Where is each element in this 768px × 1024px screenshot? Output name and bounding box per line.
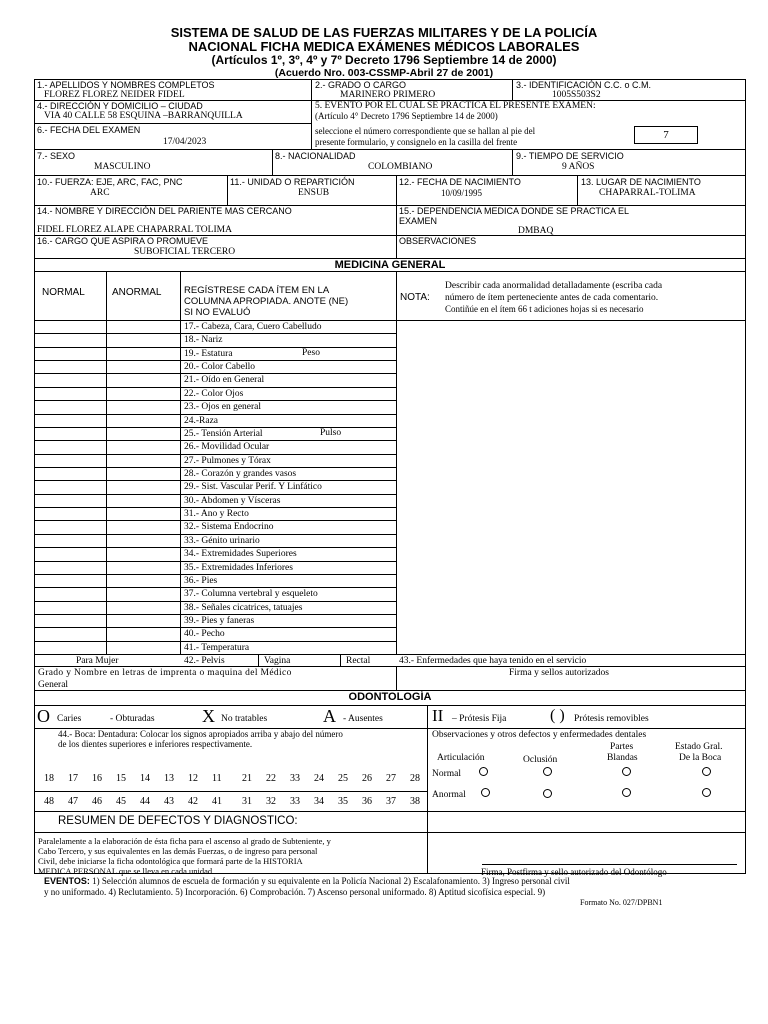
upper-tooth[interactable]: 26: [362, 773, 372, 784]
item-anormal-cell[interactable]: [106, 587, 180, 600]
upper-tooth[interactable]: 22: [266, 773, 276, 784]
lower-tooth[interactable]: 41: [212, 796, 222, 807]
item-label: 23.- Ojos en general: [184, 402, 262, 413]
item-label: 33.- Génito urinario: [184, 535, 260, 546]
field-8-label: 8.- NACIONALIDAD: [275, 151, 356, 161]
event-number-value: 7: [663, 129, 669, 141]
item-label: 27.- Pulmones y Tórax: [184, 455, 271, 466]
firma-odontologo-label: Firma, Postfirma y sello autorizado del Odontólogo: [481, 867, 667, 877]
item-anormal-cell[interactable]: [106, 454, 180, 467]
firma-medico-label: Firma y sellos autorizados: [509, 668, 609, 678]
articulacion-label: Articulación: [437, 753, 485, 763]
item-normal-cell[interactable]: [34, 320, 106, 333]
boca-line2: de los dientes superiores e inferiores respectivamente.: [58, 739, 253, 749]
item-anormal-cell[interactable]: [106, 547, 180, 560]
odonto-title: ODONTOLOGÍA: [348, 691, 432, 703]
item-normal-cell[interactable]: [34, 534, 106, 547]
item-normal-cell[interactable]: [34, 587, 106, 600]
item-anormal-cell[interactable]: [106, 427, 180, 440]
item-anormal-cell[interactable]: [106, 520, 180, 533]
nota-label: NOTA:: [400, 292, 430, 303]
lower-tooth[interactable]: 46: [92, 796, 102, 807]
upper-tooth[interactable]: 15: [116, 773, 126, 784]
form-title-line2: NACIONAL FICHA MEDICA EXÁMENES MÉDICOS LABORALES: [188, 39, 580, 54]
item-label: 25.- Tensión Arterial: [184, 428, 263, 439]
lower-tooth[interactable]: 33: [290, 796, 300, 807]
item-anormal-cell[interactable]: [106, 360, 180, 373]
item-normal-cell[interactable]: [34, 427, 106, 440]
item-label: 26.- Movilidad Ocular: [184, 442, 270, 453]
item-normal-cell[interactable]: [34, 627, 106, 640]
item-normal-cell[interactable]: [34, 400, 106, 413]
item-label: 28.- Corazón y grandes vasos: [184, 469, 297, 479]
field-7-value[interactable]: MASCULINO: [94, 162, 151, 172]
item-label: 22.- Color Ojos: [184, 388, 244, 399]
para-mujer-label: Para Mujer: [76, 656, 119, 666]
para-line1: Paralelamente a la elaboración de ésta ficha para el ascenso al grado de Subteniente, y: [38, 836, 331, 846]
lower-tooth[interactable]: 44: [140, 796, 150, 807]
item-anormal-cell[interactable]: [106, 534, 180, 547]
form-title-line3: (Artículos 1º, 3º, 4º y 7º Decreto 1796 Septiembre 14 de 2000): [211, 53, 557, 67]
field-1-value[interactable]: FLOREZ FLOREZ NEIDER FIDEL: [44, 90, 185, 100]
item-normal-cell[interactable]: [34, 494, 106, 507]
radio-articulacion-anormal[interactable]: [481, 788, 490, 797]
radio-oclusion-normal[interactable]: [543, 767, 552, 776]
item-normal-cell[interactable]: [34, 561, 106, 574]
item-label: 36.- Pies: [184, 575, 218, 586]
field-11-label: 11.- UNIDAD O REPARTICIÓN: [230, 177, 355, 187]
lower-tooth[interactable]: 43: [164, 796, 174, 807]
item-anormal-cell[interactable]: [106, 561, 180, 574]
field-10-value[interactable]: ARC: [90, 188, 110, 198]
nota-line3: Contiñúe en el ítem 66 t adiciones hojas si es necesario: [445, 304, 644, 314]
item-label: 18.- Nariz: [184, 335, 223, 346]
item-anormal-cell[interactable]: [106, 373, 180, 386]
item-label: 38.- Señales cicatrices, tatuajes: [184, 602, 303, 613]
item-label: 32.- Sistema Endocrino: [184, 522, 274, 533]
anormal-label: Anormal: [432, 790, 466, 800]
field-2-label: 2.- GRADO O CARGO: [315, 80, 407, 90]
field-12-value[interactable]: 10/09/1995: [441, 188, 483, 198]
item-normal-cell[interactable]: [34, 347, 106, 360]
field-6-label: 6.- FECHA DEL EXAMEN: [37, 125, 141, 135]
nota-line1: Describir cada anormalidad detalladamente (escriba cada: [445, 281, 663, 291]
lower-tooth[interactable]: 35: [338, 796, 348, 807]
item-anormal-cell[interactable]: [106, 507, 180, 520]
col-normal: NORMAL: [42, 287, 85, 298]
item-normal-cell[interactable]: [34, 440, 106, 453]
col-anormal: ANORMAL: [112, 287, 162, 298]
eventos-label: EVENTOS:: [44, 876, 90, 886]
field-13-value[interactable]: CHAPARRAL-TOLIMA: [599, 188, 696, 198]
rectal-label: Rectal: [346, 656, 371, 666]
item-normal-cell[interactable]: [34, 574, 106, 587]
field-11-value[interactable]: ENSUB: [298, 188, 330, 198]
item-label: 39.- Pies y faneras: [184, 615, 255, 626]
protesis-fija-label: – Prótesis Fija: [452, 714, 507, 724]
item-anormal-cell[interactable]: [106, 641, 180, 654]
o-symbol: O: [37, 706, 50, 726]
upper-tooth[interactable]: 12: [188, 773, 198, 784]
item-label: 29.- Sist. Vascular Perif. Y Linfático: [184, 482, 322, 493]
field-9-label: 9.- TIEMPO DE SERVICIO: [516, 151, 624, 161]
item-normal-cell[interactable]: [34, 333, 106, 346]
item-normal-cell[interactable]: [34, 601, 106, 614]
upper-tooth[interactable]: 28: [410, 773, 420, 784]
field-14-value[interactable]: FIDEL FLOREZ ALAPE CHAPARRAL TOLIMA: [37, 225, 232, 235]
field-15-label: 15.- DEPENDENCIA MEDICA DONDE SE PRACTICA EL: [399, 206, 630, 216]
estado-label-1: Estado Gral.: [675, 742, 723, 752]
field-12-label: 12.- FECHA DE NACIMIENTO: [399, 177, 521, 187]
field-4-value[interactable]: VIA 40 CALLE 58 ESQUINA –BARRANQUILLA: [44, 111, 243, 121]
upper-tooth[interactable]: 21: [242, 773, 252, 784]
caries-label: Caries: [57, 714, 82, 724]
odontologo-signature-line[interactable]: [482, 864, 737, 865]
lower-tooth[interactable]: 37: [386, 796, 396, 807]
instr-line3: SI NO EVALUÓ: [184, 307, 251, 318]
item-label: 40.- Pecho: [184, 629, 225, 640]
lower-tooth[interactable]: 34: [314, 796, 324, 807]
item-anormal-cell[interactable]: [106, 467, 180, 480]
field-5-label: 5. EVENTO POR EL CUAL SE PRACTICA EL PRESENTE EXAMEN:: [315, 101, 596, 111]
field-13-label: 13. LUGAR DE NACIMIENTO: [581, 177, 701, 187]
field-5-sub: (Artículo 4° Decreto 1796 Septiembre 14 de 2000): [315, 111, 498, 121]
field-9-value[interactable]: 9 AÑOS: [562, 162, 595, 172]
upper-tooth[interactable]: 24: [314, 773, 324, 784]
item-label: 37.- Columna vertebral y esqueleto: [184, 589, 318, 600]
protesis-removibles-label: Prótesis removibles: [574, 714, 649, 724]
medicina-title: MEDICINA GENERAL: [334, 259, 446, 271]
item-label: 20.- Color Cabello: [184, 362, 255, 373]
field-10-label: 10.- FUERZA: EJE, ARC, FAC, PNC: [37, 177, 183, 187]
ausentes-label: - Ausentes: [343, 714, 383, 724]
item-normal-cell[interactable]: [34, 454, 106, 467]
item-anormal-cell[interactable]: [106, 387, 180, 400]
item-anormal-cell[interactable]: [106, 627, 180, 640]
item-label: 24.-Raza: [184, 415, 219, 426]
instr-line1: REGÍSTRESE CADA ÍTEM EN LA: [184, 285, 330, 296]
upper-tooth[interactable]: 17: [68, 773, 78, 784]
lower-tooth[interactable]: 32: [266, 796, 276, 807]
item-normal-cell[interactable]: [34, 414, 106, 427]
radio-oclusion-anormal[interactable]: [543, 789, 552, 798]
field-15-label-2: EXAMEN: [399, 216, 438, 226]
field-2-value[interactable]: MARINERO PRIMERO: [340, 90, 436, 100]
obturadas-label: - Obturadas: [110, 714, 155, 724]
observaciones-label: OBSERVACIONES: [399, 236, 477, 246]
field-6-value[interactable]: 17/04/2023: [163, 137, 207, 147]
radio-estado-anormal[interactable]: [702, 788, 711, 797]
item-anormal-cell[interactable]: [106, 480, 180, 493]
parentheses-symbol: ( ): [550, 707, 565, 724]
form-title-line4: (Acuerdo Nro. 003-CSSMP-Abril 27 de 2001): [274, 67, 494, 79]
lower-tooth[interactable]: 42: [188, 796, 198, 807]
upper-tooth[interactable]: 25: [338, 773, 348, 784]
item-label: 31.- Ano y Recto: [184, 509, 249, 519]
lower-tooth[interactable]: 31: [242, 796, 252, 807]
no-tratables-label: No tratables: [221, 714, 268, 724]
item-anormal-cell[interactable]: [106, 614, 180, 627]
resumen-label: RESUMEN DE DEFECTOS Y DIAGNOSTICO:: [58, 815, 298, 827]
item-normal-cell[interactable]: [34, 373, 106, 386]
item-normal-cell[interactable]: [34, 360, 106, 373]
lower-tooth[interactable]: 45: [116, 796, 126, 807]
item-label: 34.- Extremidades Superiores: [184, 549, 297, 560]
item-normal-cell[interactable]: [34, 614, 106, 627]
upper-tooth[interactable]: 11: [212, 773, 222, 784]
item-anormal-cell[interactable]: [106, 400, 180, 413]
field-16-value[interactable]: SUBOFICIAL TERCERO: [134, 247, 236, 257]
pelvis-label: 42.- Pelvis: [184, 656, 225, 666]
instr-line2: COLUMNA APROPIADA. ANOTE (NE): [184, 296, 349, 307]
a-symbol: A: [323, 706, 336, 726]
ii-symbol: II: [432, 706, 444, 725]
estado-label-2: De la Boca: [679, 753, 722, 763]
radio-partes-anormal[interactable]: [622, 788, 631, 797]
upper-tooth[interactable]: 13: [164, 773, 174, 784]
radio-partes-normal[interactable]: [622, 767, 631, 776]
item-label: 21.- Oído en General: [184, 375, 265, 386]
item-anormal-cell[interactable]: [106, 440, 180, 453]
field-15-value[interactable]: DMBAQ: [518, 226, 554, 236]
item-anormal-cell[interactable]: [106, 601, 180, 614]
item-label: 41.- Temperatura: [184, 642, 250, 653]
field-1-label: 1.- APELLIDOS Y NOMBRES COMPLETOS: [37, 80, 215, 90]
para-line3: Civil, debe iniciarse la ficha odontológica que formará parte de la HISTORIA: [38, 856, 303, 866]
item-anormal-cell[interactable]: [106, 347, 180, 360]
item-normal-cell[interactable]: [34, 520, 106, 533]
peso-label: Peso: [302, 348, 320, 358]
boca-line1: 44.- Boca: Dentadura: Colocar los signos apropiados arriba y abajo del número: [58, 729, 343, 739]
field-14-label: 14.- NOMBRE Y DIRECCIÓN DEL PARIENTE MAS CERCANO: [37, 206, 292, 216]
radio-estado-normal[interactable]: [702, 767, 711, 776]
grado-line2: General: [38, 680, 69, 690]
item-normal-cell[interactable]: [34, 507, 106, 520]
upper-tooth[interactable]: 33: [290, 773, 300, 784]
item-normal-cell[interactable]: [34, 547, 106, 560]
item-anormal-cell[interactable]: [106, 320, 180, 333]
formato-number: Formato No. 027/DPBN1: [580, 898, 663, 907]
partes-label-1: Partes: [610, 742, 634, 752]
item-anormal-cell[interactable]: [106, 574, 180, 587]
item-normal-cell[interactable]: [34, 467, 106, 480]
form-title-line1: SISTEMA DE SALUD DE LAS FUERZAS MILITARES Y DE LA POLICÍA: [170, 25, 598, 40]
item-anormal-cell[interactable]: [106, 494, 180, 507]
lower-tooth[interactable]: 48: [44, 796, 54, 807]
partes-label-2: Blandas: [607, 753, 638, 763]
obs-otros-label: Observaciones y otros defectos y enfermedades dentales: [432, 730, 647, 740]
para-line2: Cabo Tercero, y sus equivalentes en las demás Fuerzas, o de ingreso para personal: [38, 846, 318, 856]
normal-label: Normal: [432, 769, 462, 779]
para-line4: MEDICA PERSONAL que se lleva en cada unidad.: [38, 866, 215, 876]
field-4-label: 4.- DIRECCIÓN Y DOMICILIO – CIUDAD: [37, 101, 203, 111]
item-label: 35.- Extremidades Inferiores: [184, 562, 293, 573]
field-7-label: 7.- SEXO: [37, 151, 76, 161]
lower-tooth[interactable]: 47: [68, 796, 78, 807]
grado-line1: Grado y Nombre en letras de imprenta o maquina del Médico: [38, 668, 292, 678]
item-43-label: 43.- Enfermedades que haya tenido en el servicio: [399, 656, 587, 666]
pulso-label: Pulso: [320, 428, 342, 438]
field-8-value[interactable]: COLOMBIANO: [368, 162, 433, 172]
lower-tooth[interactable]: 36: [362, 796, 372, 807]
upper-tooth[interactable]: 14: [140, 773, 150, 784]
item-label: 30.- Abdomen y Vísceras: [184, 495, 281, 506]
field-3-value[interactable]: 1005S503S2: [552, 90, 601, 100]
item-normal-cell[interactable]: [34, 480, 106, 493]
upper-tooth[interactable]: 18: [44, 773, 54, 784]
item-label: 19.- Estatura: [184, 348, 233, 359]
x-symbol: X: [202, 706, 215, 726]
item-label: 17.- Cabeza, Cara, Cuero Cabelludo: [184, 322, 322, 332]
field-5-instr1: seleccione el número correspondiente que se hallan al pie del: [315, 126, 536, 136]
eventos-line2: y no uniformado. 4) Reclutamiento. 5) Incorporación. 6) Comprobación. 7) Ascenso personal uniformado. 8) Aptitud sicofísica especial. 9): [44, 887, 546, 897]
upper-tooth[interactable]: 16: [92, 773, 102, 784]
eventos-line1: 1) Selección alumnos de escuela de formación y su equivalente en la Policía Nacional 2) Escalafonamiento. 3) Ingreso personal civil: [89, 876, 570, 886]
vagina-label: Vagina: [264, 656, 291, 666]
item-normal-cell[interactable]: [34, 387, 106, 400]
item-anormal-cell[interactable]: [106, 333, 180, 346]
oclusion-label: Oclusión: [523, 755, 558, 765]
upper-tooth[interactable]: 27: [386, 773, 396, 784]
field-16-label: 16.- CARGO QUE ASPIRA O PROMUEVE: [37, 236, 209, 246]
radio-articulacion-normal[interactable]: [479, 767, 488, 776]
nota-line2: número de ítem perteneciente antes de cada comentario.: [445, 293, 659, 303]
item-anormal-cell[interactable]: [106, 414, 180, 427]
field-3-label: 3.- IDENTIFICACIÓN C.C. o C.M.: [516, 80, 652, 90]
field-5-instr2: presente formulario, y consignelo en la casilla del frente: [315, 137, 518, 147]
item-normal-cell[interactable]: [34, 641, 106, 654]
lower-tooth[interactable]: 38: [410, 796, 420, 807]
